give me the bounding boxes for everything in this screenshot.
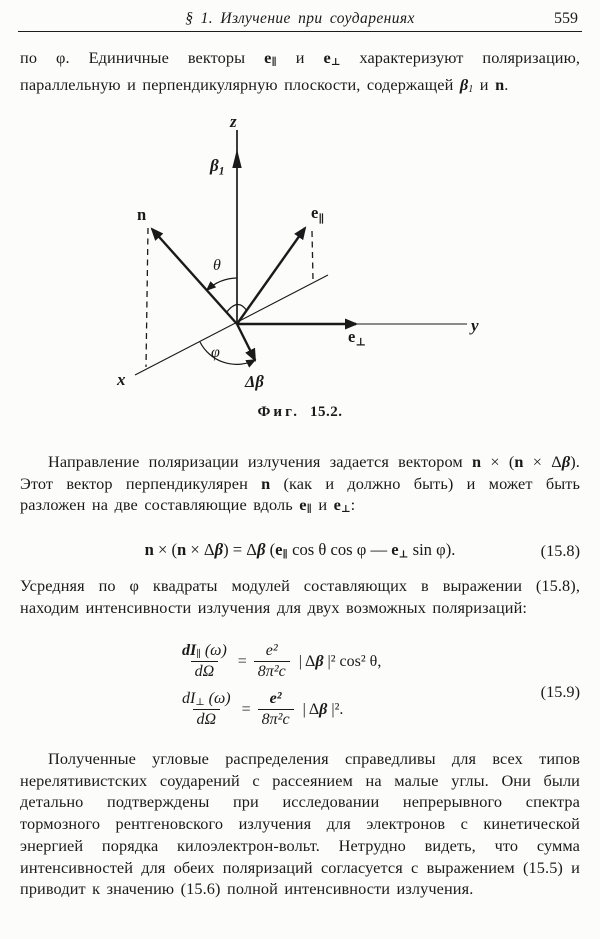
paragraph-polarization-direction: Направление поляризации излучения задается вектором n × (n × Δβ). Этот вектор перпендикулярен n (как и должно быть) и может быть разложен на две составляющие вдоль e∥ и e⊥: [20, 452, 580, 516]
rhs-rest-2: | Δβ |². [302, 700, 344, 718]
equation-15-9-line1 [178, 642, 381, 681]
beta1-vector-label: $\beta_1$ [210, 156, 225, 178]
equation-15-8-number: (15.8) [540, 541, 580, 560]
lhs-fraction-perp: $\frac{dI\perp (\omega)}{d\Omega}$ [182, 690, 231, 729]
e-parallel-projection-dashed-line [312, 231, 313, 280]
page-number: 559 [554, 10, 578, 27]
equation-15-8-body: n × (n × Δβ) = Δβ (e∥ cos θ cos φ — e⊥ sin φ). [144, 540, 456, 561]
equals-sign: = [237, 652, 247, 670]
paragraph-intro: по φ. Единичные векторы e∥ и e⊥ характеризуют поляризацию, параллельную и перпендикулярную плоскости, содержащей β1 и n. [20, 48, 581, 96]
e-parallel-vector-arrow [237, 228, 305, 324]
y-axis-label: y [471, 316, 479, 335]
delta-beta-vector-arrow [237, 324, 255, 360]
phi-angle-label: φ [211, 344, 220, 361]
figure-caption-label: Фиг. [257, 404, 300, 420]
figure-caption-number: 15.2. [309, 404, 343, 420]
n-projection-dashed-line [146, 228, 148, 367]
n-vector-label: n [137, 205, 147, 224]
rhs-fraction-1: $\frac{\text{e²}}{\text{8π²c}}$ [254, 642, 290, 681]
figure-15-2 [0, 112, 600, 404]
equals-sign: = [241, 700, 251, 718]
figure-caption [0, 404, 600, 421]
theta-angle-label: θ [213, 257, 221, 274]
beta1-vector-arrowhead [232, 149, 241, 168]
theta-angle-arc [207, 278, 237, 290]
n-vector-arrow [152, 229, 237, 324]
equation-15-9-number: (15.9) [540, 682, 580, 701]
section-title: § 1. Излучение при соударениях [185, 10, 415, 27]
page-header [18, 10, 582, 32]
rhs-fraction-2: $\frac{\text{e²}}{\text{8π²c}}$ [258, 690, 294, 729]
delta-beta-vector-label: Δβ [245, 372, 264, 391]
x-axis-label: x [117, 370, 126, 389]
equation-15-9-line2 [178, 690, 343, 729]
paragraph-averaging: Усредняя по φ квадраты модулей составляющих в выражении (15.8), находим интенсивности излучения для двух возможных поляризаций: [20, 576, 580, 617]
z-axis-label: z [230, 112, 237, 131]
header-rule [18, 31, 582, 32]
rhs-rest-1: | Δβ |² cos² θ, [298, 652, 382, 670]
equation-15-8 [20, 540, 580, 566]
paragraph-conclusion: Полученные угловые распределения справедливы для всех типов нерелятивистских соударений с рассеянием на малые углы. Они были детально подтверждены при исследовании непрерывного спектра тормозного рентгеновского излучения для электронов с кинетической энергией порядка килоэлектрон-вольт. Нетрудно видеть, что сумма интенсивностей для обеих поляризаций согласуется с выражением (15.5) и приводит к значению (15.6) полной интенсивности излучения. [20, 749, 580, 899]
e-perp-vector-label: $e_\perp$ [348, 327, 366, 349]
equation-15-9 [20, 642, 580, 742]
e-parallel-vector-label: $e_\parallel$ [311, 203, 325, 226]
lhs-fraction-parallel: $\frac{dI\parallel (\omega)}{d\Omega}$ [182, 642, 227, 681]
equation-15-9-body [178, 642, 381, 729]
